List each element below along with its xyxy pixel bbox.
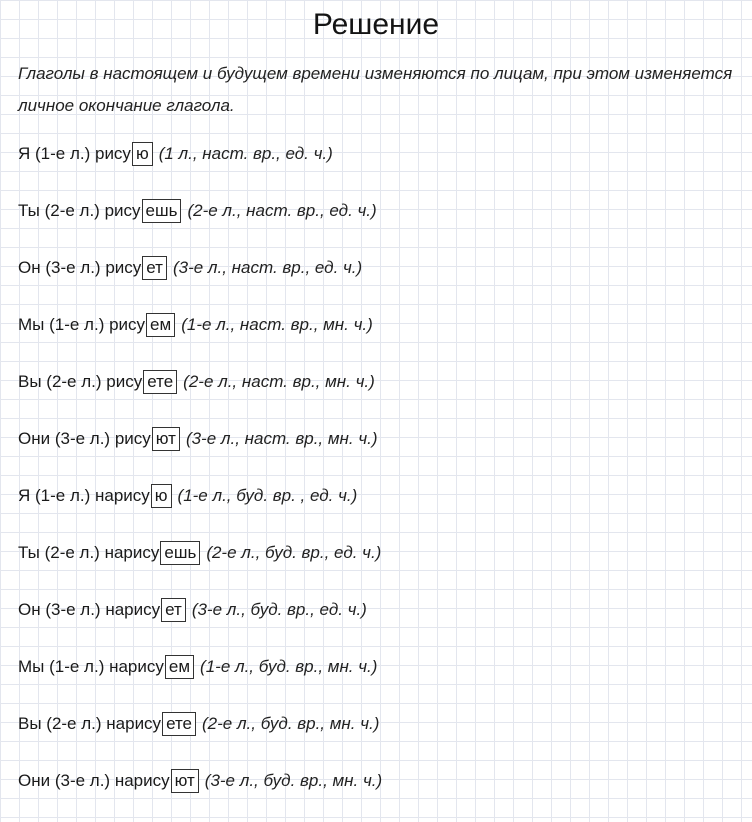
verb-stem: нарису <box>105 600 161 619</box>
conjugation-list <box>18 138 748 822</box>
ending-box: ют <box>152 427 180 451</box>
list-item <box>18 366 748 423</box>
pronoun-label: Ты (2-е л.) <box>18 543 105 562</box>
verb-stem: рису <box>104 201 141 220</box>
list-item <box>18 195 748 252</box>
ending-box: ет <box>142 256 167 280</box>
list-item <box>18 651 748 708</box>
list-item <box>18 708 748 765</box>
pronoun-label: Они (3-е л.) <box>18 429 115 448</box>
verb-stem: нарису <box>114 771 170 790</box>
ending-box: ешь <box>142 199 182 223</box>
grammar-note: (1-е л., наст. вр., мн. ч.) <box>181 315 373 334</box>
verb-stem: рису <box>106 372 143 391</box>
pronoun-label: Он (3-е л.) <box>18 258 106 277</box>
intro-text: Глаголы в настоящем и будущем времени изменяются по лицам, при этом изменяется личное окончание глагола. <box>18 64 733 115</box>
grammar-note: (2-е л., наст. вр., ед. ч.) <box>187 201 377 220</box>
verb-stem: рису <box>105 258 142 277</box>
pronoun-label: Ты (2-е л.) <box>18 201 105 220</box>
ending-box: ешь <box>160 541 200 565</box>
verb-stem: нарису <box>104 543 160 562</box>
grammar-note: (1-е л., буд. вр. , ед. ч.) <box>177 486 358 505</box>
pronoun-label: Вы (2-е л.) <box>18 372 107 391</box>
ending-box: ет <box>161 598 186 622</box>
list-item <box>18 765 748 822</box>
ending-box: ем <box>146 313 175 337</box>
pronoun-label: Он (3-е л.) <box>18 600 106 619</box>
list-item <box>18 309 748 366</box>
grammar-note: (1 л., наст. вр., ед. ч.) <box>158 144 333 163</box>
page-title: Решение <box>312 8 440 41</box>
verb-stem: нарису <box>94 486 150 505</box>
list-item <box>18 594 748 651</box>
ending-box: ю <box>151 484 172 508</box>
grammar-note: (2-е л., буд. вр., ед. ч.) <box>206 543 382 562</box>
pronoun-label: Мы (1-е л.) <box>18 657 110 676</box>
pronoun-label: Вы (2-е л.) <box>18 714 107 733</box>
grammar-note: (3-е л., буд. вр., мн. ч.) <box>204 771 383 790</box>
ending-box: ете <box>162 712 196 736</box>
list-item <box>18 138 748 195</box>
verb-stem: рису <box>109 315 146 334</box>
grammar-note: (3-е л., буд. вр., ед. ч.) <box>191 600 367 619</box>
pronoun-label: Я (1-е л.) <box>18 144 95 163</box>
grammar-note: (2-е л., буд. вр., мн. ч.) <box>202 714 380 733</box>
grammar-note: (3-е л., наст. вр., ед. ч.) <box>172 258 363 277</box>
grammar-note: (1-е л., буд. вр., мн. ч.) <box>200 657 378 676</box>
list-item <box>18 537 748 594</box>
ending-box: ете <box>143 370 177 394</box>
ending-box: ем <box>165 655 194 679</box>
ending-box: ю <box>132 142 153 166</box>
pronoun-label: Мы (1-е л.) <box>18 315 110 334</box>
pronoun-label: Они (3-е л.) <box>18 771 115 790</box>
grammar-note: (3-е л., наст. вр., мн. ч.) <box>185 429 378 448</box>
verb-stem: рису <box>94 144 131 163</box>
pronoun-label: Я (1-е л.) <box>18 486 95 505</box>
list-item <box>18 480 748 537</box>
verb-stem: нарису <box>106 714 162 733</box>
verb-stem: нарису <box>109 657 164 676</box>
verb-stem: рису <box>114 429 151 448</box>
list-item <box>18 423 748 480</box>
ending-box: ют <box>171 769 199 793</box>
grammar-note: (2-е л., наст. вр., мн. ч.) <box>183 372 375 391</box>
list-item <box>18 252 748 309</box>
